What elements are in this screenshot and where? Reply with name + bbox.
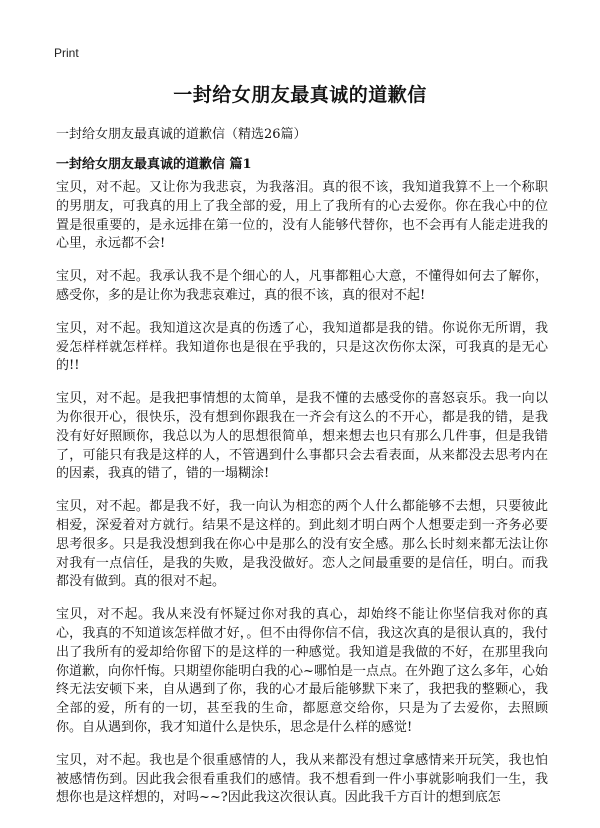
print-label[interactable]: Print <box>54 46 79 60</box>
paragraph-7: 宝贝，对不起。我也是个很重感情的人，我从来都没有想过拿感情来开玩笑，我也怕被感情伤到。因此我会很看重我们的感情。我不想看到一件小事就影响我们一生，我想你也是这样想的，对吗~~?因此我这次很认真。因此我千方百计的想到底怎 <box>56 752 548 806</box>
paragraph-1: 宝贝，对不起。又让你为我悲哀，为我落泪。真的很不该，我知道我算不上一个称职的男朋友，可我真的用上了我全部的爱，用上了我所有的心去爱你。你在我心中的位置是很重要的，是永远排在第一位的，没有人能够代替你，也不会再有人能走进我的心里，永远都不会! <box>56 180 548 252</box>
paragraph-4: 宝贝，对不起。是我把事情想的太简单，是我不懂的去感受你的喜怒哀乐。我一向以为你很开心，很快乐，没有想到你跟我在一齐会有这么的不开心，都是我的错，是我没有好好照顾你，我总以为人的思想很简单，想来想去也只有那么几件事，但是我错了，可能只有我是这样的人，不管遇到什么事都只会去看表面，从来都没去思考内在的因素，我真的错了，错的一塌糊涂! <box>56 391 548 482</box>
section-heading: 一封给女朋友最真诚的道歉信 篇1 <box>56 157 252 172</box>
paragraph-2: 宝贝，对不起。我承认我不是个细心的人，凡事都粗心大意，不懂得如何去了解你，感受你，多的是让你为我悲哀难过，真的很不该，真的很对不起! <box>56 269 548 303</box>
paragraph-6: 宝贝，对不起。我从来没有怀疑过你对我的真心，却始终不能让你坚信我对你的真心，我真的不知道该怎样做才好，。但不由得你信不信，我这次真的是很认真的，我付出了我所有的爱却给你留下的是这样的一种感觉。我知道是我做的不好，在那里我向你道歉，向你忏悔。只期望你能明白我的心~哪怕是一点点。在外跑了这么多年，心始终无法安顿下来，自从遇到了你，我的心才最后能够默下来了，我把我的整颗心，我全部的爱，所有的一切，甚至我的生命，都愿意交给你，只是为了去爱你，去照顾你。自从遇到你，我才知道什么是快乐，思念是什么样的感觉! <box>56 607 548 735</box>
paragraph-5: 宝贝，对不起。都是我不好，我一向认为相恋的两个人什么都能够不去想，只要彼此相爱，深爱着对方就行。结果不是这样的。到此刻才明白两个人想要走到一齐务必要思考很多。只是我没想到我在你心中是那么的没有安全感。那么长时刻来都无法让你对我有一点信任，是我的失败，是我没做好。恋人之间最重要的是信任，明白。而我都没有做到。真的很对不起。 <box>56 499 548 590</box>
article-body <box>56 179 548 822</box>
paragraph-3: 宝贝，对不起。我知道这次是真的伤透了心，我知道都是我的错。你说你无所谓，我爱怎样样就怎样样。我知道你也是很在乎我的，只是这次伤你太深，可我真的是无心的!! <box>56 320 548 374</box>
document-subtitle: 一封给女朋友最真诚的道歉信（精选26篇） <box>56 127 307 142</box>
document-title: 一封给女朋友最真诚的道歉信 <box>173 84 427 106</box>
